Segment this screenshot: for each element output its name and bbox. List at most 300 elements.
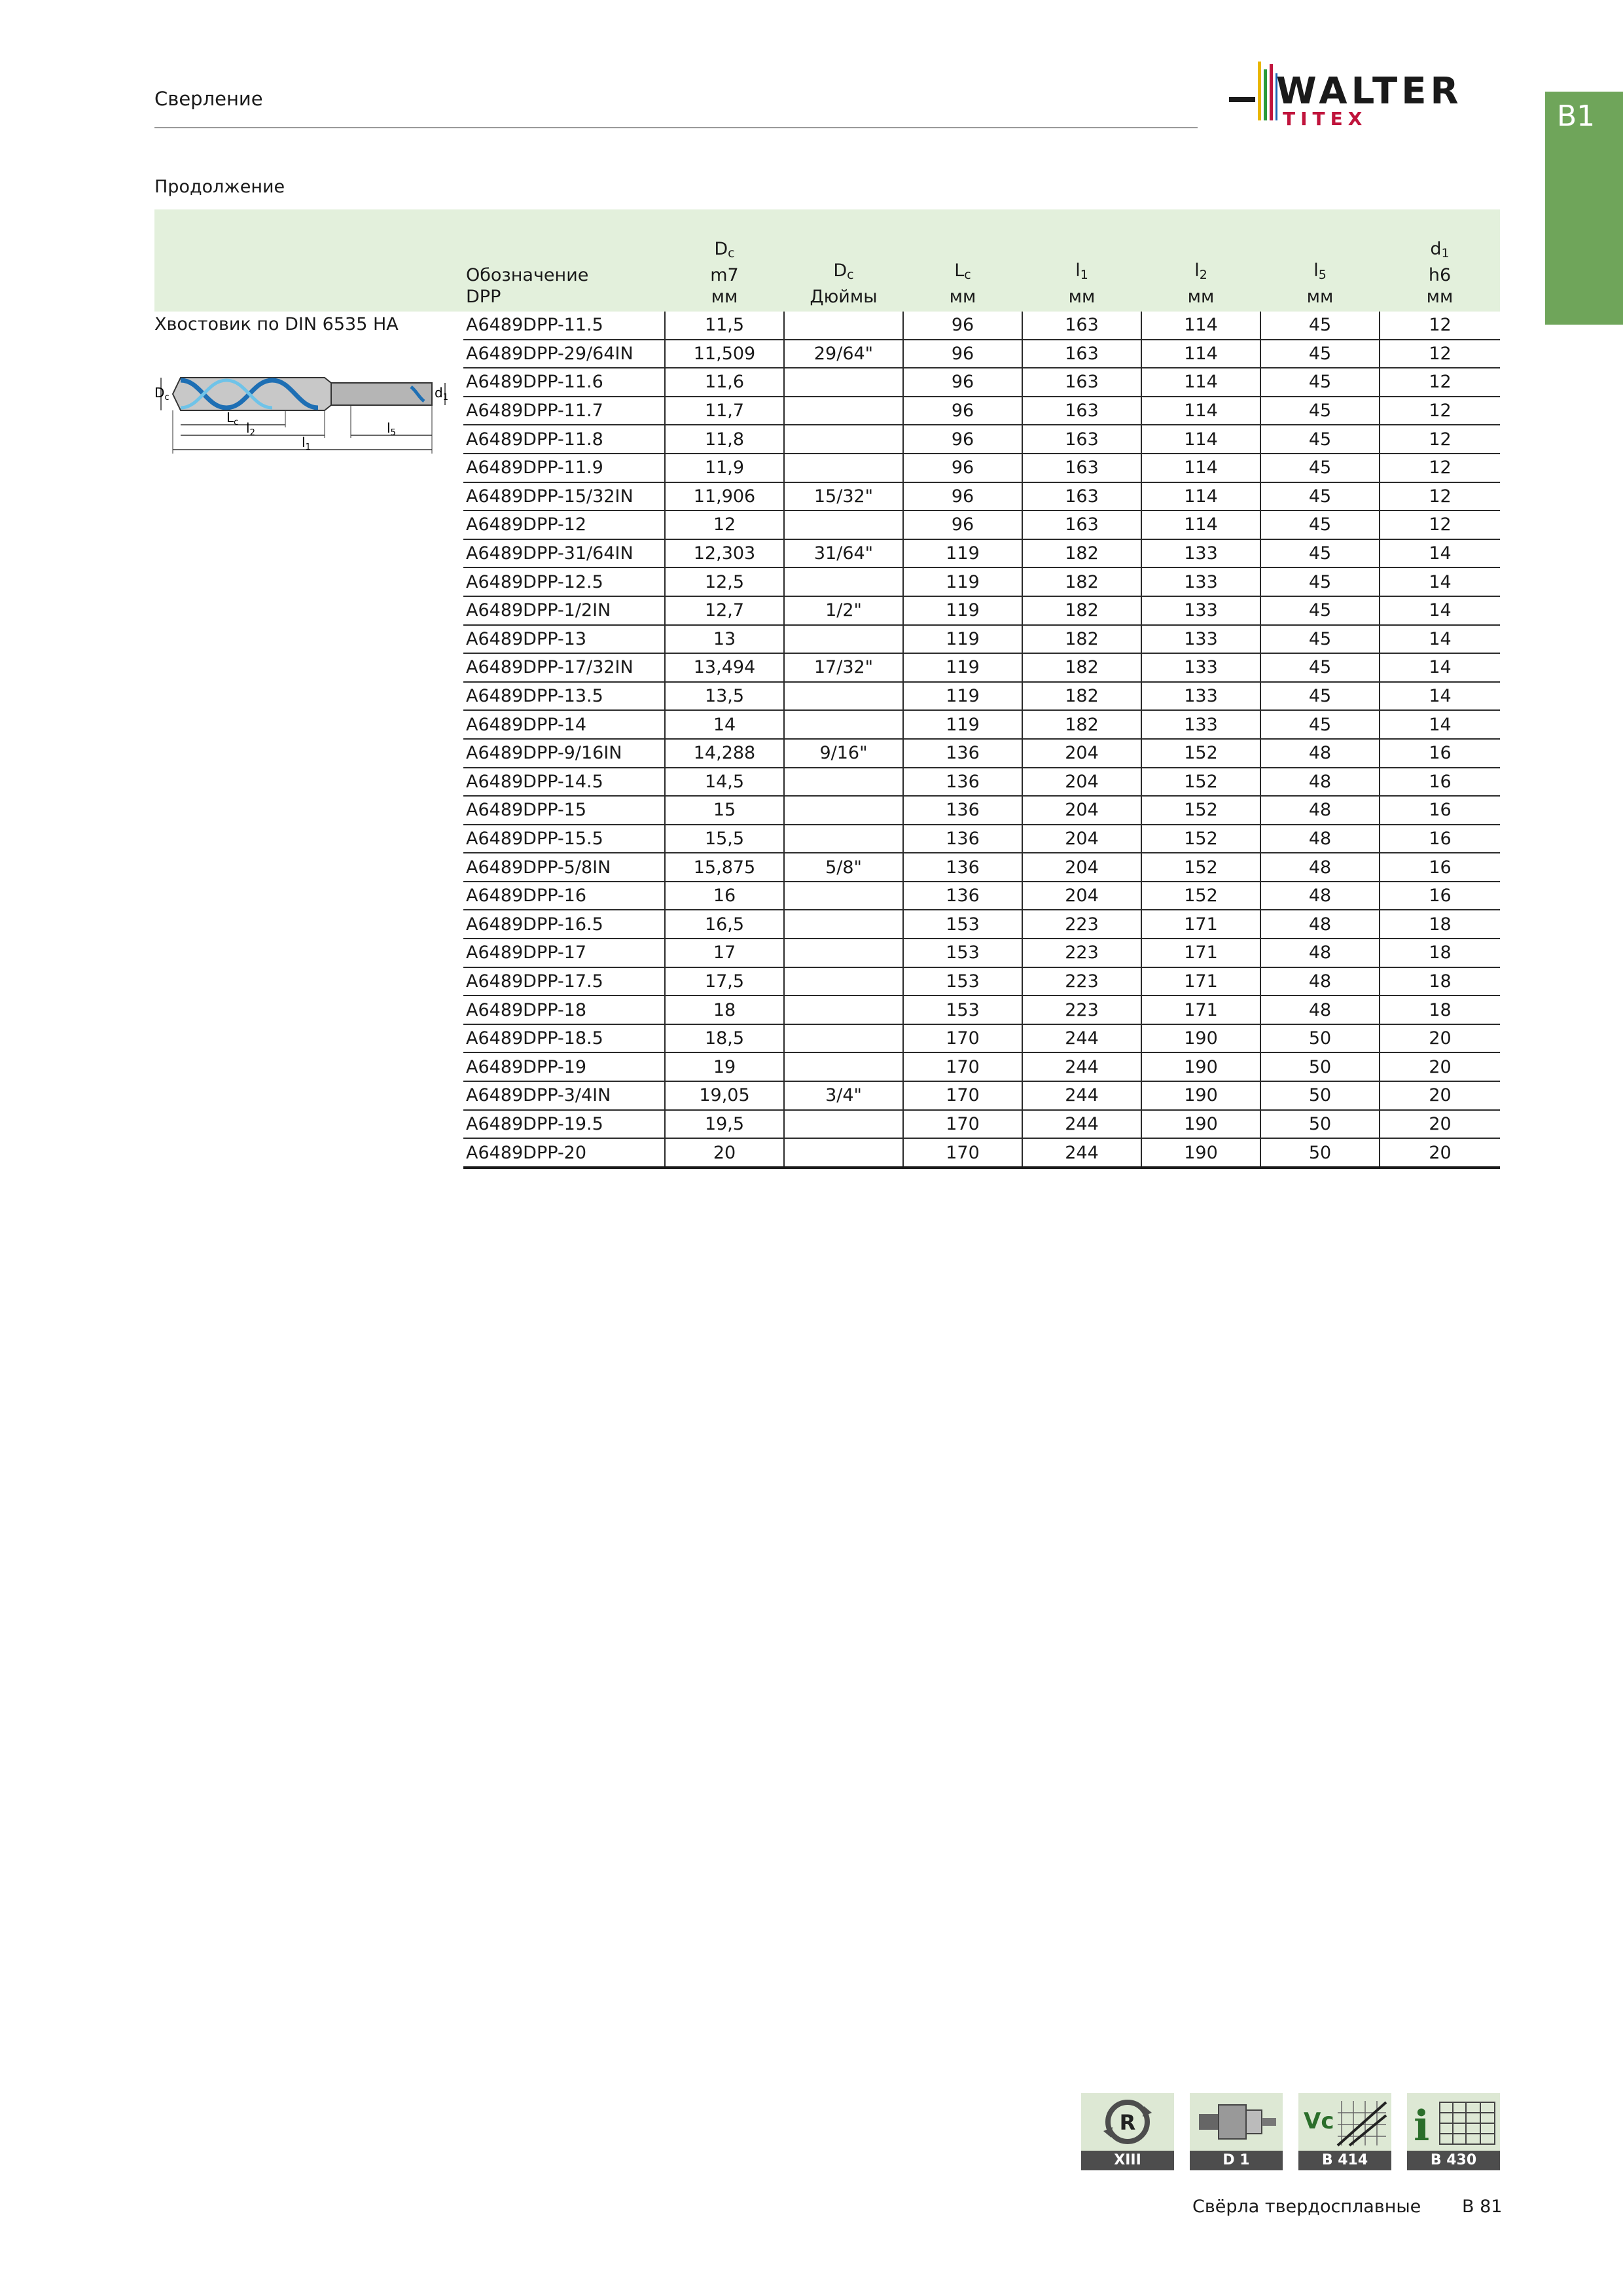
value-cell: 152 bbox=[1141, 796, 1260, 825]
value-cell: 45 bbox=[1260, 511, 1380, 539]
value-cell: 114 bbox=[1141, 368, 1260, 397]
value-cell: 190 bbox=[1141, 1081, 1260, 1110]
value-cell: 96 bbox=[903, 340, 1022, 368]
header-dcin-sym: D bbox=[833, 260, 847, 281]
value-cell bbox=[784, 768, 903, 797]
value-cell: 133 bbox=[1141, 710, 1260, 739]
icon-tag: D 1 bbox=[1190, 2151, 1283, 2170]
designation-cell: A6489DPP-11.7 bbox=[463, 397, 665, 425]
value-cell: 12 bbox=[1380, 425, 1500, 454]
designation-cell: A6489DPP-17 bbox=[463, 939, 665, 967]
designation-cell: A6489DPP-12.5 bbox=[463, 567, 665, 596]
designation-cell: A6489DPP-20 bbox=[463, 1138, 665, 1168]
designation-cell: A6489DPP-15/32IN bbox=[463, 482, 665, 511]
value-cell: 133 bbox=[1141, 682, 1260, 711]
value-cell: 11,5 bbox=[665, 312, 784, 340]
value-cell: 14 bbox=[1380, 596, 1500, 625]
header-designation-line1: Обозначение bbox=[466, 265, 589, 285]
value-cell: 12 bbox=[1380, 368, 1500, 397]
header-blank bbox=[154, 209, 463, 312]
regrind-service-icon[interactable] bbox=[1081, 2093, 1174, 2170]
value-cell: 50 bbox=[1260, 1110, 1380, 1139]
value-cell: 45 bbox=[1260, 340, 1380, 368]
shank-cell bbox=[154, 312, 463, 1168]
header-l1 bbox=[1022, 209, 1141, 312]
value-cell: 14 bbox=[665, 710, 784, 739]
fig-l5-label: $l_5$ bbox=[387, 420, 396, 438]
value-cell: 14,288 bbox=[665, 739, 784, 768]
value-cell: 163 bbox=[1022, 340, 1141, 368]
value-cell bbox=[784, 1110, 903, 1139]
value-cell: 204 bbox=[1022, 825, 1141, 853]
designation-cell: A6489DPP-29/64IN bbox=[463, 340, 665, 368]
value-cell: 223 bbox=[1022, 939, 1141, 967]
value-cell: 1/2" bbox=[784, 596, 903, 625]
value-cell: 163 bbox=[1022, 425, 1141, 454]
header-d1-sub: 1 bbox=[1441, 246, 1450, 260]
value-cell: 3/4" bbox=[784, 1081, 903, 1110]
value-cell bbox=[784, 1024, 903, 1053]
value-cell: 13,5 bbox=[665, 682, 784, 711]
value-cell: 244 bbox=[1022, 1138, 1141, 1168]
value-cell: 45 bbox=[1260, 653, 1380, 682]
value-cell: 18 bbox=[1380, 996, 1500, 1024]
value-cell: 204 bbox=[1022, 739, 1141, 768]
value-cell: 12 bbox=[1380, 482, 1500, 511]
value-cell: 11,8 bbox=[665, 425, 784, 454]
value-cell bbox=[784, 1052, 903, 1081]
value-cell: 14 bbox=[1380, 653, 1500, 682]
value-cell: 45 bbox=[1260, 397, 1380, 425]
value-cell: 45 bbox=[1260, 482, 1380, 511]
tool-holder-icon bbox=[1190, 2093, 1283, 2151]
value-cell: 13 bbox=[665, 625, 784, 654]
value-cell bbox=[784, 625, 903, 654]
header-l2 bbox=[1141, 209, 1260, 312]
value-cell: 170 bbox=[903, 1052, 1022, 1081]
header-lc-sym: L bbox=[954, 260, 965, 281]
value-cell: 15,875 bbox=[665, 853, 784, 882]
value-cell: 152 bbox=[1141, 825, 1260, 853]
header-dc-unit: мм bbox=[711, 287, 738, 307]
value-cell: 12 bbox=[1380, 340, 1500, 368]
header-lc-unit: мм bbox=[949, 287, 976, 307]
tool-holder-service-icon[interactable] bbox=[1190, 2093, 1283, 2170]
chapter-tab bbox=[1545, 92, 1623, 325]
value-cell: 48 bbox=[1260, 910, 1380, 939]
value-cell: 182 bbox=[1022, 653, 1141, 682]
value-cell: 14 bbox=[1380, 625, 1500, 654]
value-cell: 12 bbox=[1380, 312, 1500, 340]
designation-cell: A6489DPP-18 bbox=[463, 996, 665, 1024]
drill-diagram-icon bbox=[154, 354, 455, 472]
value-cell: 5/8" bbox=[784, 853, 903, 882]
designation-cell: A6489DPP-3/4IN bbox=[463, 1081, 665, 1110]
designation-cell: A6489DPP-16 bbox=[463, 882, 665, 910]
value-cell: 11,9 bbox=[665, 454, 784, 482]
value-cell: 18 bbox=[1380, 967, 1500, 996]
designation-cell: A6489DPP-9/16IN bbox=[463, 739, 665, 768]
header-dcin-sub: c bbox=[847, 268, 854, 282]
value-cell: 12,7 bbox=[665, 596, 784, 625]
value-cell: 204 bbox=[1022, 768, 1141, 797]
designation-cell: A6489DPP-15.5 bbox=[463, 825, 665, 853]
value-cell: 45 bbox=[1260, 539, 1380, 568]
value-cell: 48 bbox=[1260, 996, 1380, 1024]
value-cell: 50 bbox=[1260, 1052, 1380, 1081]
value-cell: 119 bbox=[903, 625, 1022, 654]
value-cell: 114 bbox=[1141, 340, 1260, 368]
value-cell: 16 bbox=[1380, 882, 1500, 910]
value-cell: 12,5 bbox=[665, 567, 784, 596]
header-dc-sym: D bbox=[714, 239, 728, 259]
value-cell: 48 bbox=[1260, 796, 1380, 825]
value-cell: 48 bbox=[1260, 882, 1380, 910]
designation-cell: A6489DPP-13 bbox=[463, 625, 665, 654]
value-cell: 119 bbox=[903, 710, 1022, 739]
value-cell: 14 bbox=[1380, 539, 1500, 568]
value-cell: 171 bbox=[1141, 939, 1260, 967]
value-cell: 182 bbox=[1022, 539, 1141, 568]
value-cell: 152 bbox=[1141, 768, 1260, 797]
value-cell: 182 bbox=[1022, 710, 1141, 739]
value-cell: 114 bbox=[1141, 454, 1260, 482]
logo-stripes-icon bbox=[1225, 58, 1277, 136]
value-cell: 119 bbox=[903, 567, 1022, 596]
value-cell: 11,6 bbox=[665, 368, 784, 397]
designation-cell: A6489DPP-12 bbox=[463, 511, 665, 539]
header-l5-sym: l bbox=[1313, 260, 1319, 281]
page-number: B 81 bbox=[1462, 2197, 1503, 2217]
designation-cell: A6489DPP-31/64IN bbox=[463, 539, 665, 568]
value-cell: 19,5 bbox=[665, 1110, 784, 1139]
value-cell bbox=[784, 312, 903, 340]
value-cell: 133 bbox=[1141, 539, 1260, 568]
value-cell: 170 bbox=[903, 1110, 1022, 1139]
value-cell: 45 bbox=[1260, 312, 1380, 340]
value-cell: 12 bbox=[1380, 454, 1500, 482]
value-cell: 19 bbox=[665, 1052, 784, 1081]
fig-lc-label: $L_c$ bbox=[226, 410, 239, 427]
info-table-icon bbox=[1407, 2093, 1500, 2151]
value-cell: 12 bbox=[1380, 511, 1500, 539]
header-dc-m7 bbox=[665, 209, 784, 312]
walter-titex-logo bbox=[1225, 58, 1500, 136]
footer-text: Свёрла твердосплавные bbox=[1192, 2197, 1421, 2217]
value-cell: 163 bbox=[1022, 482, 1141, 511]
value-cell: 45 bbox=[1260, 454, 1380, 482]
fig-dc-label: $D_c$ bbox=[154, 385, 169, 403]
svg-text:i: i bbox=[1414, 2102, 1430, 2151]
header-dcin-unit: Дюймы bbox=[810, 287, 878, 307]
value-cell: 15,5 bbox=[665, 825, 784, 853]
value-cell: 204 bbox=[1022, 882, 1141, 910]
value-cell: 190 bbox=[1141, 1024, 1260, 1053]
designation-cell: A6489DPP-13.5 bbox=[463, 682, 665, 711]
header-dc-sub: c bbox=[728, 246, 735, 260]
value-cell: 204 bbox=[1022, 853, 1141, 882]
value-cell: 136 bbox=[903, 739, 1022, 768]
value-cell: 50 bbox=[1260, 1024, 1380, 1053]
value-cell: 96 bbox=[903, 397, 1022, 425]
header-l1-sub: 1 bbox=[1080, 268, 1088, 282]
value-cell: 119 bbox=[903, 596, 1022, 625]
header-l2-unit: мм bbox=[1187, 287, 1215, 307]
value-cell: 20 bbox=[1380, 1081, 1500, 1110]
value-cell: 163 bbox=[1022, 397, 1141, 425]
logo-word: WALTER bbox=[1276, 70, 1463, 113]
value-cell: 13,494 bbox=[665, 653, 784, 682]
value-cell: 244 bbox=[1022, 1052, 1141, 1081]
value-cell: 18 bbox=[1380, 939, 1500, 967]
value-cell bbox=[784, 796, 903, 825]
value-cell: 96 bbox=[903, 482, 1022, 511]
value-cell: 171 bbox=[1141, 996, 1260, 1024]
value-cell: 96 bbox=[903, 511, 1022, 539]
value-cell: 16 bbox=[665, 882, 784, 910]
value-cell: 96 bbox=[903, 312, 1022, 340]
header-d1 bbox=[1380, 209, 1500, 312]
value-cell: 223 bbox=[1022, 996, 1141, 1024]
value-cell: 45 bbox=[1260, 368, 1380, 397]
value-cell: 45 bbox=[1260, 567, 1380, 596]
value-cell: 133 bbox=[1141, 653, 1260, 682]
designation-cell: A6489DPP-14 bbox=[463, 710, 665, 739]
value-cell: 244 bbox=[1022, 1081, 1141, 1110]
value-cell: 19,05 bbox=[665, 1081, 784, 1110]
designation-cell: A6489DPP-11.5 bbox=[463, 312, 665, 340]
designation-cell: A6489DPP-19 bbox=[463, 1052, 665, 1081]
value-cell: 17,5 bbox=[665, 967, 784, 996]
value-cell bbox=[784, 368, 903, 397]
designation-cell: A6489DPP-11.6 bbox=[463, 368, 665, 397]
value-cell: 163 bbox=[1022, 368, 1141, 397]
value-cell: 182 bbox=[1022, 596, 1141, 625]
value-cell: 223 bbox=[1022, 910, 1141, 939]
icon-tag: B 414 bbox=[1298, 2151, 1391, 2170]
value-cell: 152 bbox=[1141, 882, 1260, 910]
value-cell: 48 bbox=[1260, 768, 1380, 797]
value-cell bbox=[784, 397, 903, 425]
value-cell: 16,5 bbox=[665, 910, 784, 939]
header-d1-tol: h6 bbox=[1428, 265, 1452, 285]
header-l2-sym: l bbox=[1194, 260, 1200, 281]
designation-cell: A6489DPP-18.5 bbox=[463, 1024, 665, 1053]
value-cell bbox=[784, 511, 903, 539]
value-cell bbox=[784, 710, 903, 739]
value-cell: 96 bbox=[903, 425, 1022, 454]
value-cell: 15 bbox=[665, 796, 784, 825]
fig-d1-label: $d_1$ bbox=[435, 385, 448, 403]
header-designation bbox=[463, 209, 665, 312]
header-l5-sub: 5 bbox=[1318, 268, 1327, 282]
value-cell: 136 bbox=[903, 853, 1022, 882]
value-cell: 45 bbox=[1260, 625, 1380, 654]
designation-cell: A6489DPP-17/32IN bbox=[463, 653, 665, 682]
designation-cell: A6489DPP-19.5 bbox=[463, 1110, 665, 1139]
icon-tag: B 430 bbox=[1407, 2151, 1500, 2170]
value-cell: 17/32" bbox=[784, 653, 903, 682]
value-cell: 170 bbox=[903, 1024, 1022, 1053]
value-cell bbox=[784, 425, 903, 454]
value-cell: 48 bbox=[1260, 825, 1380, 853]
value-cell: 48 bbox=[1260, 967, 1380, 996]
value-cell: 171 bbox=[1141, 910, 1260, 939]
value-cell: 11,906 bbox=[665, 482, 784, 511]
value-cell: 50 bbox=[1260, 1138, 1380, 1168]
value-cell: 20 bbox=[665, 1138, 784, 1168]
header-l1-sym: l bbox=[1075, 260, 1080, 281]
value-cell: 114 bbox=[1141, 397, 1260, 425]
fig-l1-label: $l_1$ bbox=[302, 435, 311, 452]
fig-l2-label: $l_2$ bbox=[246, 420, 255, 438]
header-l5 bbox=[1260, 209, 1380, 312]
value-cell: 11,509 bbox=[665, 340, 784, 368]
value-cell: 16 bbox=[1380, 825, 1500, 853]
value-cell: 16 bbox=[1380, 768, 1500, 797]
value-cell: 152 bbox=[1141, 853, 1260, 882]
section-title: Сверление bbox=[154, 88, 263, 110]
value-cell: 18,5 bbox=[665, 1024, 784, 1053]
value-cell: 152 bbox=[1141, 739, 1260, 768]
table-row bbox=[154, 312, 1500, 340]
value-cell: 136 bbox=[903, 825, 1022, 853]
value-cell: 48 bbox=[1260, 939, 1380, 967]
value-cell: 163 bbox=[1022, 312, 1141, 340]
info-service-icon[interactable] bbox=[1407, 2093, 1500, 2170]
value-cell: 153 bbox=[903, 996, 1022, 1024]
value-cell bbox=[784, 454, 903, 482]
value-cell: 114 bbox=[1141, 425, 1260, 454]
designation-cell: A6489DPP-11.9 bbox=[463, 454, 665, 482]
value-cell: 170 bbox=[903, 1081, 1022, 1110]
value-cell bbox=[784, 996, 903, 1024]
cutting-data-service-icon[interactable] bbox=[1298, 2093, 1391, 2170]
table-header-row bbox=[154, 209, 1500, 312]
value-cell: 11,7 bbox=[665, 397, 784, 425]
value-cell: 244 bbox=[1022, 1024, 1141, 1053]
value-cell: 16 bbox=[1380, 739, 1500, 768]
designation-cell: A6489DPP-5/8IN bbox=[463, 853, 665, 882]
value-cell: 190 bbox=[1141, 1052, 1260, 1081]
value-cell: 45 bbox=[1260, 425, 1380, 454]
header-l1-unit: мм bbox=[1068, 287, 1096, 307]
value-cell: 31/64" bbox=[784, 539, 903, 568]
value-cell: 190 bbox=[1141, 1138, 1260, 1168]
icon-tag: XIII bbox=[1081, 2151, 1174, 2170]
value-cell: 182 bbox=[1022, 567, 1141, 596]
chapter-label: B1 bbox=[1557, 99, 1596, 133]
value-cell bbox=[784, 1138, 903, 1168]
value-cell: 14 bbox=[1380, 567, 1500, 596]
value-cell: 20 bbox=[1380, 1110, 1500, 1139]
value-cell: 114 bbox=[1141, 482, 1260, 511]
value-cell: 29/64" bbox=[784, 340, 903, 368]
value-cell: 133 bbox=[1141, 596, 1260, 625]
value-cell: 182 bbox=[1022, 625, 1141, 654]
continued-label: Продолжение bbox=[154, 177, 285, 197]
value-cell: 153 bbox=[903, 939, 1022, 967]
value-cell: 153 bbox=[903, 910, 1022, 939]
value-cell: 204 bbox=[1022, 796, 1141, 825]
value-cell: 50 bbox=[1260, 1081, 1380, 1110]
header-rule bbox=[154, 127, 1198, 128]
value-cell: 171 bbox=[1141, 967, 1260, 996]
value-cell bbox=[784, 682, 903, 711]
value-cell: 96 bbox=[903, 368, 1022, 397]
value-cell: 18 bbox=[1380, 910, 1500, 939]
value-cell: 9/16" bbox=[784, 739, 903, 768]
header-lc bbox=[903, 209, 1022, 312]
value-cell: 20 bbox=[1380, 1052, 1500, 1081]
header-l2-sub: 2 bbox=[1199, 268, 1207, 282]
value-cell bbox=[784, 967, 903, 996]
drill-spec-table bbox=[154, 209, 1500, 1169]
value-cell bbox=[784, 910, 903, 939]
value-cell: 114 bbox=[1141, 511, 1260, 539]
value-cell: 190 bbox=[1141, 1110, 1260, 1139]
value-cell: 12,303 bbox=[665, 539, 784, 568]
value-cell: 48 bbox=[1260, 739, 1380, 768]
designation-cell: A6489DPP-16.5 bbox=[463, 910, 665, 939]
value-cell: 223 bbox=[1022, 967, 1141, 996]
value-cell: 133 bbox=[1141, 625, 1260, 654]
value-cell: 18 bbox=[665, 996, 784, 1024]
value-cell: 114 bbox=[1141, 312, 1260, 340]
value-cell: 45 bbox=[1260, 710, 1380, 739]
value-cell: 20 bbox=[1380, 1024, 1500, 1053]
value-cell: 14 bbox=[1380, 710, 1500, 739]
designation-cell: A6489DPP-1/2IN bbox=[463, 596, 665, 625]
value-cell: 163 bbox=[1022, 454, 1141, 482]
designation-cell: A6489DPP-14.5 bbox=[463, 768, 665, 797]
designation-cell: A6489DPP-11.8 bbox=[463, 425, 665, 454]
logo-sub: TITEX bbox=[1283, 108, 1368, 130]
value-cell: 163 bbox=[1022, 511, 1141, 539]
header-dc-inch bbox=[784, 209, 903, 312]
header-lc-sub: c bbox=[964, 268, 971, 282]
value-cell: 15/32" bbox=[784, 482, 903, 511]
cutting-speed-chart-icon bbox=[1298, 2093, 1391, 2151]
value-cell: 244 bbox=[1022, 1110, 1141, 1139]
value-cell: 12 bbox=[665, 511, 784, 539]
value-cell: 170 bbox=[903, 1138, 1022, 1168]
value-cell bbox=[784, 882, 903, 910]
value-cell bbox=[784, 825, 903, 853]
svg-text:Vc: Vc bbox=[1304, 2108, 1334, 2134]
header-d1-unit: мм bbox=[1426, 287, 1454, 307]
regrind-icon bbox=[1081, 2093, 1174, 2151]
svg-text:R: R bbox=[1119, 2110, 1136, 2135]
header-l5-unit: мм bbox=[1306, 287, 1334, 307]
value-cell: 48 bbox=[1260, 853, 1380, 882]
value-cell: 45 bbox=[1260, 682, 1380, 711]
value-cell: 136 bbox=[903, 882, 1022, 910]
value-cell: 133 bbox=[1141, 567, 1260, 596]
value-cell: 119 bbox=[903, 539, 1022, 568]
value-cell: 45 bbox=[1260, 596, 1380, 625]
value-cell: 17 bbox=[665, 939, 784, 967]
value-cell bbox=[784, 567, 903, 596]
value-cell: 96 bbox=[903, 454, 1022, 482]
designation-cell: A6489DPP-15 bbox=[463, 796, 665, 825]
value-cell: 119 bbox=[903, 653, 1022, 682]
value-cell: 136 bbox=[903, 796, 1022, 825]
value-cell: 182 bbox=[1022, 682, 1141, 711]
shank-label: Хвостовик по DIN 6535 HA bbox=[154, 314, 399, 334]
header-d1-sym: d bbox=[1430, 239, 1442, 259]
value-cell: 136 bbox=[903, 768, 1022, 797]
